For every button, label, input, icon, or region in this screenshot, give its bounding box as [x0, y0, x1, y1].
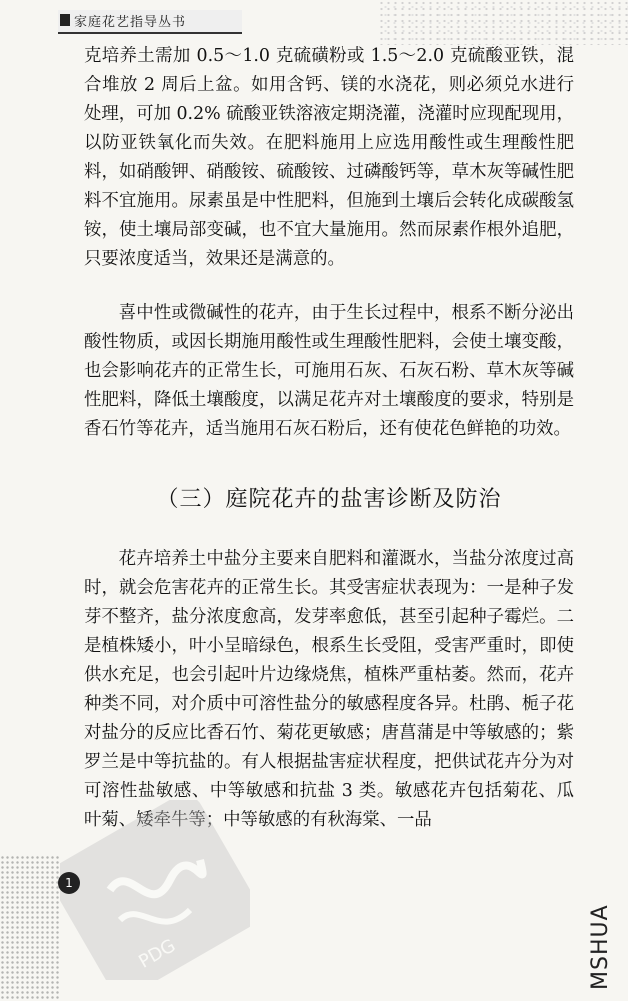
corner-dot-pattern	[0, 855, 60, 1001]
paragraph-2	[84, 299, 574, 444]
watermark-seal-icon	[60, 800, 250, 980]
side-mark: MSHUA	[588, 904, 613, 990]
watermark-label: PDG	[135, 935, 180, 973]
paragraph-1	[84, 42, 574, 274]
paragraph-2-text: 喜中性或微碱性的花卉，由于生长过程中，根系不断分泌出酸性物质，或因长期施用酸性或生理酸性肥料，会使土壤变酸，也会影响花卉的正常生长，可施用石灰、石灰石粉、草木灰等碱性肥料，降低土壤酸度，以满足花卉对土壤酸度的要求，特别是香石竹等花卉，适当施用石灰石粉后，还有使花色鲜艳的功效。	[84, 303, 574, 439]
series-title: 家庭花艺指导丛书	[74, 15, 187, 30]
header-square-mark	[60, 14, 70, 26]
scan-speckle	[378, 0, 628, 45]
paragraph-3-text: 花卉培养土中盐分主要来自肥料和灌溉水，当盐分浓度过高时，就会危害花卉的正常生长。其受害症状表现为：一是种子发芽不整齐，盐分浓度愈高，发芽率愈低，甚至引起种子霉烂。二是植株矮小，叶小呈暗绿色，根系生长受阻，受害严重时，即使供水充足，也会引起叶片边缘烧焦，植株严重枯萎。然而，花卉种类不同，对介质中可溶性盐分的敏感程度各异。杜鹃、栀子花对盐分的反应比香石竹、菊花更敏感；唐菖蒲是中等敏感的；紫罗兰是中等抗盐的。有人根据盐害症状程度，把供试花卉分为对可溶性盐敏感、中等敏感和抗盐 3 类。敏感花卉包括菊花、瓜叶菊、矮牵牛等；中等敏感的有秋海棠、一品	[84, 549, 574, 830]
paragraph-1-text: 克培养土需加 0.5～1.0 克硫磺粉或 1.5～2.0 克硫酸亚铁，混合堆放 2 周后上盆。如用含钙、镁的水浇花，则必须兑水进行处理，可加 0.2% 硫酸亚铁溶液定期浇灌，浇灌时应现配现用，以防亚铁氧化而失效。在肥料施用上应选用酸性或生理酸性肥料，如硝酸钾、硝酸铵、硫酸铵、过磷酸钙等，草木灰等碱性肥料不宜施用。尿素虽是中性肥料，但施到土壤后会转化成碳酸氢铵，使土壤局部变碱，也不宜大量施用。然而尿素作根外追肥，只要浓度适当，效果还是满意的。	[84, 46, 575, 269]
page-number: 1	[58, 872, 80, 894]
paragraph-3	[84, 545, 574, 835]
section-heading: （三）庭院花卉的盐害诊断及防治	[156, 487, 502, 512]
